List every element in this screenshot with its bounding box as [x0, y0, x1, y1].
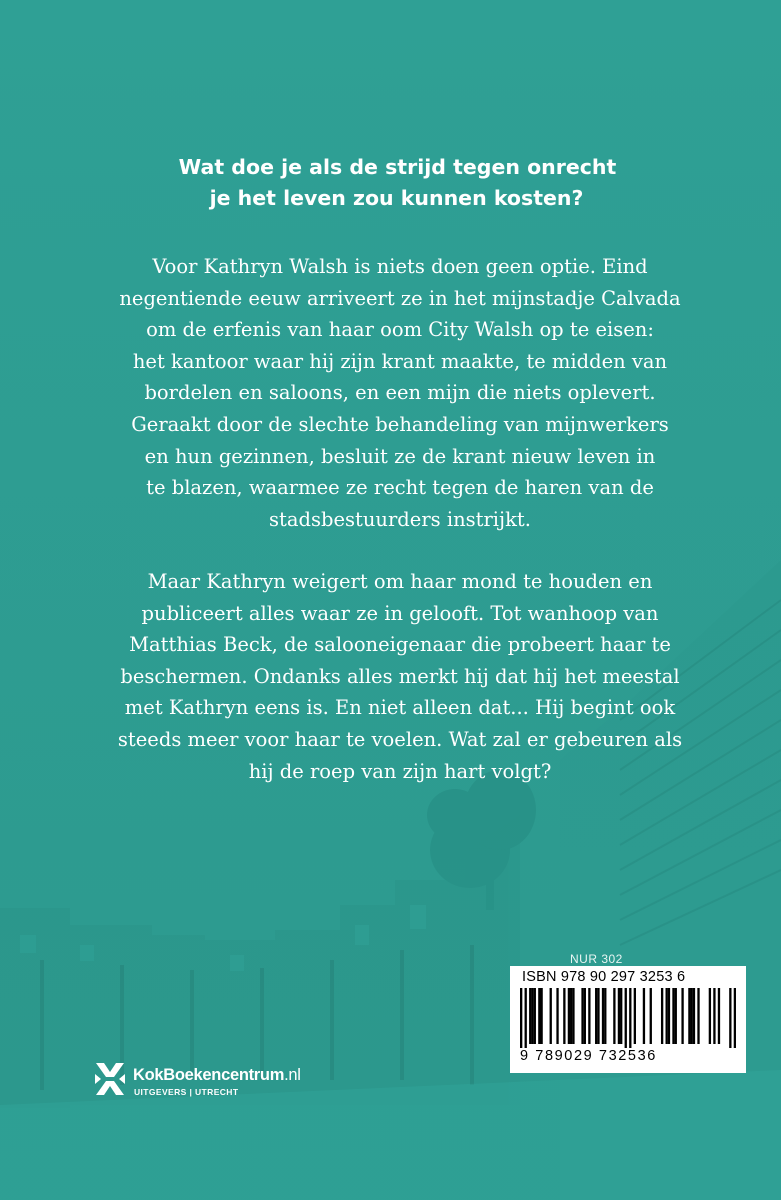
blurb-line: stadsbestuurders instrijkt. — [269, 507, 531, 531]
barcode-bar — [568, 988, 570, 1044]
blurb-line: met Kathryn eens is. En niet alleen dat... Hij begint ook — [124, 696, 676, 720]
blurb-line: bordelen en saloons, en een mijn die niets oplevert. — [144, 381, 656, 405]
barcode-bar — [681, 988, 683, 1044]
barcode-bar — [691, 988, 693, 1044]
barcode-bar — [595, 988, 597, 1044]
barcode-bar — [620, 988, 622, 1044]
barcode-bar — [668, 988, 670, 1044]
barcode-bar — [697, 988, 699, 1044]
barcode-bar — [688, 988, 690, 1044]
blurb-line: om de erfenis van haar oom City Walsh op te eisen: — [146, 318, 654, 342]
barcode-bar — [563, 988, 565, 1044]
barcode-bar — [672, 988, 674, 1044]
headline-line-2: je het leven zou kunnen kosten? — [209, 186, 584, 210]
blurb-line: het kantoor waar hij zijn krant maakte, te midden van — [132, 349, 668, 373]
barcode-bars — [520, 988, 736, 1048]
barcode-bar — [602, 988, 604, 1044]
barcode-bar — [650, 988, 652, 1044]
barcode-digits: 9 789029 732536 — [520, 1048, 657, 1064]
barcode-bar — [550, 988, 552, 1044]
isbn-barcode — [510, 966, 746, 1073]
barcode-bar — [534, 988, 536, 1044]
blurb-line: beschermen. Ondanks alles merkt hij dat hij het meestal — [120, 664, 680, 688]
barcode-bar — [525, 988, 527, 1048]
blurb-line: publiceert alles waar ze in gelooft. Tot wanhoop van — [141, 601, 659, 625]
cross-arrows-icon — [93, 1060, 127, 1098]
barcode-bar — [572, 988, 574, 1044]
blurb-line: Matthias Beck, de salooneigenaar die probeert haar te — [129, 633, 671, 657]
barcode-bar — [556, 988, 558, 1044]
barcode-bar — [661, 988, 663, 1044]
barcode-bar — [570, 988, 572, 1044]
headline-line-1: Wat doe je als de strijd tegen onrecht — [178, 155, 617, 179]
barcode-bar — [540, 988, 542, 1044]
barcode-bar — [718, 988, 720, 1044]
barcode-bar — [666, 988, 668, 1044]
blurb-paragraph-2 — [110, 566, 690, 787]
blurb-line: en hun gezinnen, besluit ze de krant nieuw leven in — [144, 444, 656, 468]
barcode-bar — [604, 988, 606, 1044]
barcode-bar — [520, 988, 522, 1048]
barcode-bar — [629, 988, 631, 1048]
barcode-bar — [709, 988, 711, 1044]
blurb-paragraph-1 — [110, 251, 690, 535]
barcode-bar — [538, 988, 540, 1044]
isbn-label: ISBN 978 90 297 3253 6 — [522, 969, 686, 985]
blurb-line: Voor Kathryn Walsh is niets doen geen optie. Eind — [152, 255, 648, 278]
publisher-logo — [93, 1060, 353, 1110]
barcode-bar — [693, 988, 695, 1044]
barcode-bar — [729, 988, 731, 1048]
barcode-bar — [618, 988, 620, 1044]
barcode-bar — [597, 988, 599, 1044]
barcode-bar — [675, 988, 677, 1044]
blurb-line: Maar Kathryn weigert om haar mond te houden en — [147, 570, 653, 593]
barcode-bar — [588, 988, 590, 1044]
barcode-bar — [734, 988, 736, 1048]
nur-code: NUR 302 — [570, 952, 623, 966]
publisher-name — [133, 1066, 301, 1085]
blurb-line: te blazen, waarmee ze recht tegen de haren van de — [146, 476, 654, 500]
publisher-name-bold: KokBoekencentrum — [133, 1066, 285, 1084]
barcode-bar — [529, 988, 531, 1044]
barcode-bar — [634, 988, 636, 1044]
barcode-bar — [613, 988, 615, 1044]
barcode-bar — [643, 988, 645, 1044]
barcode-bar — [531, 988, 533, 1044]
barcode-bar — [713, 988, 715, 1044]
publisher-name-tld: .nl — [284, 1066, 301, 1084]
publisher-tagline: UITGEVERS | UTRECHT — [134, 1087, 239, 1097]
barcode-bar — [625, 988, 627, 1048]
blurb-line: steeds meer voor haar te voelen. Wat zal er gebeuren als — [117, 727, 683, 751]
blurb-line: negentiende eeuw arriveert ze in het mijnstadje Calvada — [119, 286, 681, 310]
blurb-line: Geraakt door de slechte behandeling van mijnwerkers — [131, 412, 669, 436]
blurb-line: hij de roep van zijn hart volgt? — [248, 759, 552, 783]
barcode-bar — [581, 988, 583, 1044]
barcode-bar — [584, 988, 586, 1044]
